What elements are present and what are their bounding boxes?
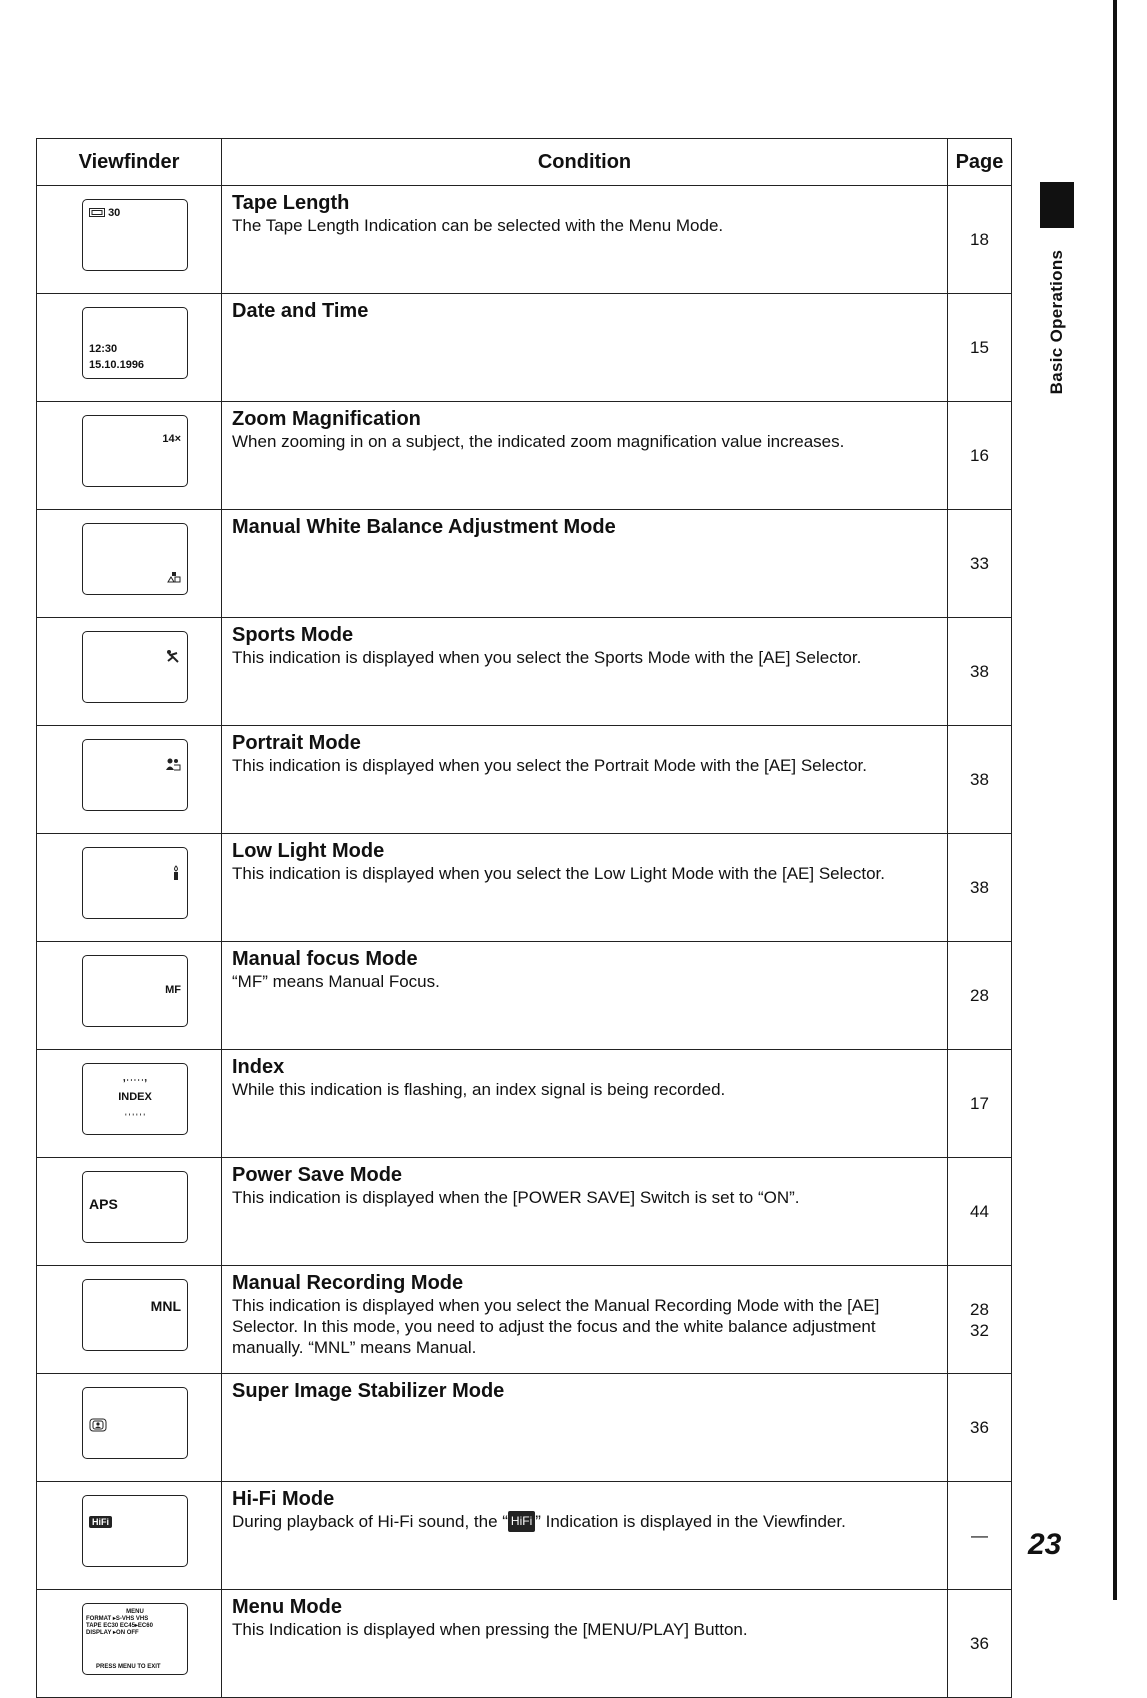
flash-rays-top-icon: ʼˈˈˈˈˈʼ	[122, 1078, 148, 1090]
condition-title: Portrait Mode	[232, 732, 361, 754]
viewfinder-cell	[37, 726, 222, 834]
condition-cell	[222, 726, 948, 834]
page-ref: 38	[970, 662, 989, 681]
page-ref: 28	[970, 1299, 989, 1319]
zoom-value: 14×	[162, 433, 181, 445]
page-cell	[948, 1050, 1012, 1158]
condition-description: This indication is displayed when you select the Low Light Mode with the [AE] Selector.	[232, 864, 885, 883]
section-tab-marker	[1040, 182, 1074, 228]
menu-row: TAPE EC30 EC45▸EC60	[86, 1623, 153, 1629]
page-ref: —	[971, 1526, 988, 1545]
page-ref: 28	[970, 986, 989, 1005]
viewfinder-cell	[37, 402, 222, 510]
viewfinder-screen	[82, 739, 188, 811]
condition-title: Menu Mode	[232, 1596, 342, 1618]
page-ref: 32	[970, 1320, 989, 1340]
hifi-inline-badge: HiFi	[508, 1511, 535, 1532]
condition-cell	[222, 186, 948, 294]
viewfinder-cell	[37, 1266, 222, 1374]
header-viewfinder: Viewfinder	[37, 139, 222, 186]
condition-title: Manual Recording Mode	[232, 1272, 464, 1294]
header-condition: Condition	[222, 139, 948, 186]
viewfinder-screen	[82, 631, 188, 703]
page-ref: 17	[970, 1094, 989, 1113]
condition-description: This indication is displayed when you select the Portrait Mode with the [AE] Selector.	[232, 756, 867, 775]
viewfinder-cell	[37, 186, 222, 294]
viewfinder-cell	[37, 294, 222, 402]
page-cell	[948, 1590, 1012, 1698]
viewfinder-screen	[82, 523, 188, 595]
mnl-indicator: MNL	[150, 1298, 181, 1314]
condition-description: “MF” means Manual Focus.	[232, 972, 440, 991]
page-ref: 36	[970, 1634, 989, 1653]
time-readout: 12:30	[89, 343, 118, 355]
tape-length-value: 30	[108, 207, 121, 219]
condition-cell	[222, 1590, 948, 1698]
viewfinder-screen	[82, 1387, 188, 1459]
page-ref: 44	[970, 1202, 989, 1221]
condition-cell	[222, 1158, 948, 1266]
table-header-row	[37, 139, 1012, 186]
sports-icon	[165, 649, 181, 663]
viewfinder-cell	[37, 1590, 222, 1698]
menu-screen	[86, 1609, 184, 1670]
condition-cell	[222, 1266, 948, 1374]
viewfinder-screen	[82, 1279, 188, 1351]
page-cell	[948, 1374, 1012, 1482]
viewfinder-screen	[82, 1171, 188, 1243]
portrait-icon	[165, 757, 181, 771]
viewfinder-screen	[82, 1495, 188, 1567]
section-side-label: Basic Operations	[1047, 249, 1066, 395]
table-row	[37, 1374, 1012, 1482]
table-row	[37, 942, 1012, 1050]
condition-description: This Indication is displayed when pressing the [MENU/PLAY] Button.	[232, 1620, 748, 1639]
table-row	[37, 510, 1012, 618]
page-ref: 18	[970, 230, 989, 249]
viewfinder-screen	[82, 415, 188, 487]
table-row	[37, 1050, 1012, 1158]
condition-cell	[222, 402, 948, 510]
page-cell	[948, 294, 1012, 402]
condition-title: Low Light Mode	[232, 840, 385, 862]
table-row	[37, 1266, 1012, 1374]
condition-cell	[222, 294, 948, 402]
page-ref: 36	[970, 1418, 989, 1437]
condition-description: This indication is displayed when the [POWER SAVE] Switch is set to “ON”.	[232, 1188, 800, 1207]
viewfinder-screen	[82, 847, 188, 919]
page-cell	[948, 186, 1012, 294]
page-cell	[948, 1482, 1012, 1590]
description-text: ” Indication is displayed in the Viewfinder.	[535, 1512, 846, 1531]
table-row	[37, 1158, 1012, 1266]
viewfinder-cell	[37, 834, 222, 942]
page-ref: 15	[970, 338, 989, 357]
viewfinder-screen	[82, 307, 188, 379]
index-indicator: INDEX	[118, 1091, 152, 1103]
viewfinder-indications-table	[36, 138, 1012, 1698]
viewfinder-cell	[37, 1374, 222, 1482]
viewfinder-cell	[37, 1158, 222, 1266]
viewfinder-screen	[82, 1603, 188, 1675]
condition-title: Index	[232, 1056, 285, 1078]
condition-cell	[222, 618, 948, 726]
viewfinder-cell	[37, 942, 222, 1050]
viewfinder-screen	[82, 199, 188, 271]
condition-cell	[222, 1050, 948, 1158]
page-edge-rule	[1113, 0, 1117, 1600]
condition-cell	[222, 510, 948, 618]
condition-description: The Tape Length Indication can be selected with the Menu Mode.	[232, 216, 724, 235]
mf-indicator: MF	[165, 984, 181, 996]
viewfinder-screen	[82, 955, 188, 1027]
page-cell	[948, 1266, 1012, 1374]
page-ref: 33	[970, 554, 989, 573]
page-cell	[948, 1158, 1012, 1266]
page-cell	[948, 618, 1012, 726]
viewfinder-screen	[82, 1063, 188, 1135]
white-balance-icon	[167, 571, 181, 583]
condition-title: Power Save Mode	[232, 1164, 403, 1186]
table-row	[37, 1482, 1012, 1590]
condition-title: Date and Time	[232, 300, 369, 322]
table-row	[37, 402, 1012, 510]
aps-indicator: APS	[89, 1196, 118, 1212]
condition-title: Hi-Fi Mode	[232, 1488, 335, 1510]
page-cell	[948, 834, 1012, 942]
table-row	[37, 294, 1012, 402]
condition-description: While this indication is flashing, an index signal is being recorded.	[232, 1080, 726, 1099]
condition-title: Tape Length	[232, 192, 350, 214]
hifi-indicator: HiFi	[89, 1516, 112, 1528]
table-row	[37, 726, 1012, 834]
menu-row: DISPLAY ▸ON OFF	[86, 1630, 139, 1636]
viewfinder-cell	[37, 618, 222, 726]
low-light-icon	[171, 865, 181, 881]
viewfinder-cell	[37, 1482, 222, 1590]
table-row	[37, 186, 1012, 294]
menu-row: FORMAT ▸S-VHS VHS	[86, 1616, 149, 1622]
viewfinder-cell	[37, 510, 222, 618]
table-row	[37, 618, 1012, 726]
page-number: 23	[1028, 1528, 1062, 1561]
table-row	[37, 1590, 1012, 1698]
condition-cell	[222, 942, 948, 1050]
date-readout: 15.10.1996	[89, 359, 145, 371]
condition-description: This indication is displayed when you select the Manual Recording Mode with the [AE] Selector. In this mode, you need to adjust the focus and the white balance adjustment manually. “MNL” means Manual.	[232, 1296, 880, 1357]
page-ref: 38	[970, 770, 989, 789]
condition-description	[232, 1511, 935, 1532]
condition-cell	[222, 834, 948, 942]
condition-title: Zoom Magnification	[232, 408, 421, 430]
menu-footer: PRESS MENU TO EXIT	[96, 1664, 161, 1670]
page-ref: 38	[970, 878, 989, 897]
menu-header: MENU	[126, 1609, 144, 1615]
viewfinder-cell	[37, 1050, 222, 1158]
condition-description: This indication is displayed when you select the Sports Mode with the [AE] Selector.	[232, 648, 862, 667]
page-cell	[948, 510, 1012, 618]
table-row	[37, 834, 1012, 942]
condition-cell	[222, 1482, 948, 1590]
page-ref: 16	[970, 446, 989, 465]
condition-title: Manual White Balance Adjustment Mode	[232, 516, 616, 538]
flash-rays-bottom-icon: ˌˌˌˌˌˌ	[124, 1104, 146, 1116]
page-cell	[948, 726, 1012, 834]
tape-icon	[89, 208, 105, 217]
page-cell	[948, 402, 1012, 510]
condition-cell	[222, 1374, 948, 1482]
condition-title: Super Image Stabilizer Mode	[232, 1380, 505, 1402]
condition-title: Sports Mode	[232, 624, 354, 646]
page-cell	[948, 942, 1012, 1050]
condition-description: When zooming in on a subject, the indicated zoom magnification value increases.	[232, 432, 845, 451]
stabilizer-icon	[89, 1418, 107, 1432]
header-page: Page	[948, 139, 1012, 186]
description-text: During playback of Hi-Fi sound, the “	[232, 1512, 508, 1531]
condition-title: Manual focus Mode	[232, 948, 418, 970]
